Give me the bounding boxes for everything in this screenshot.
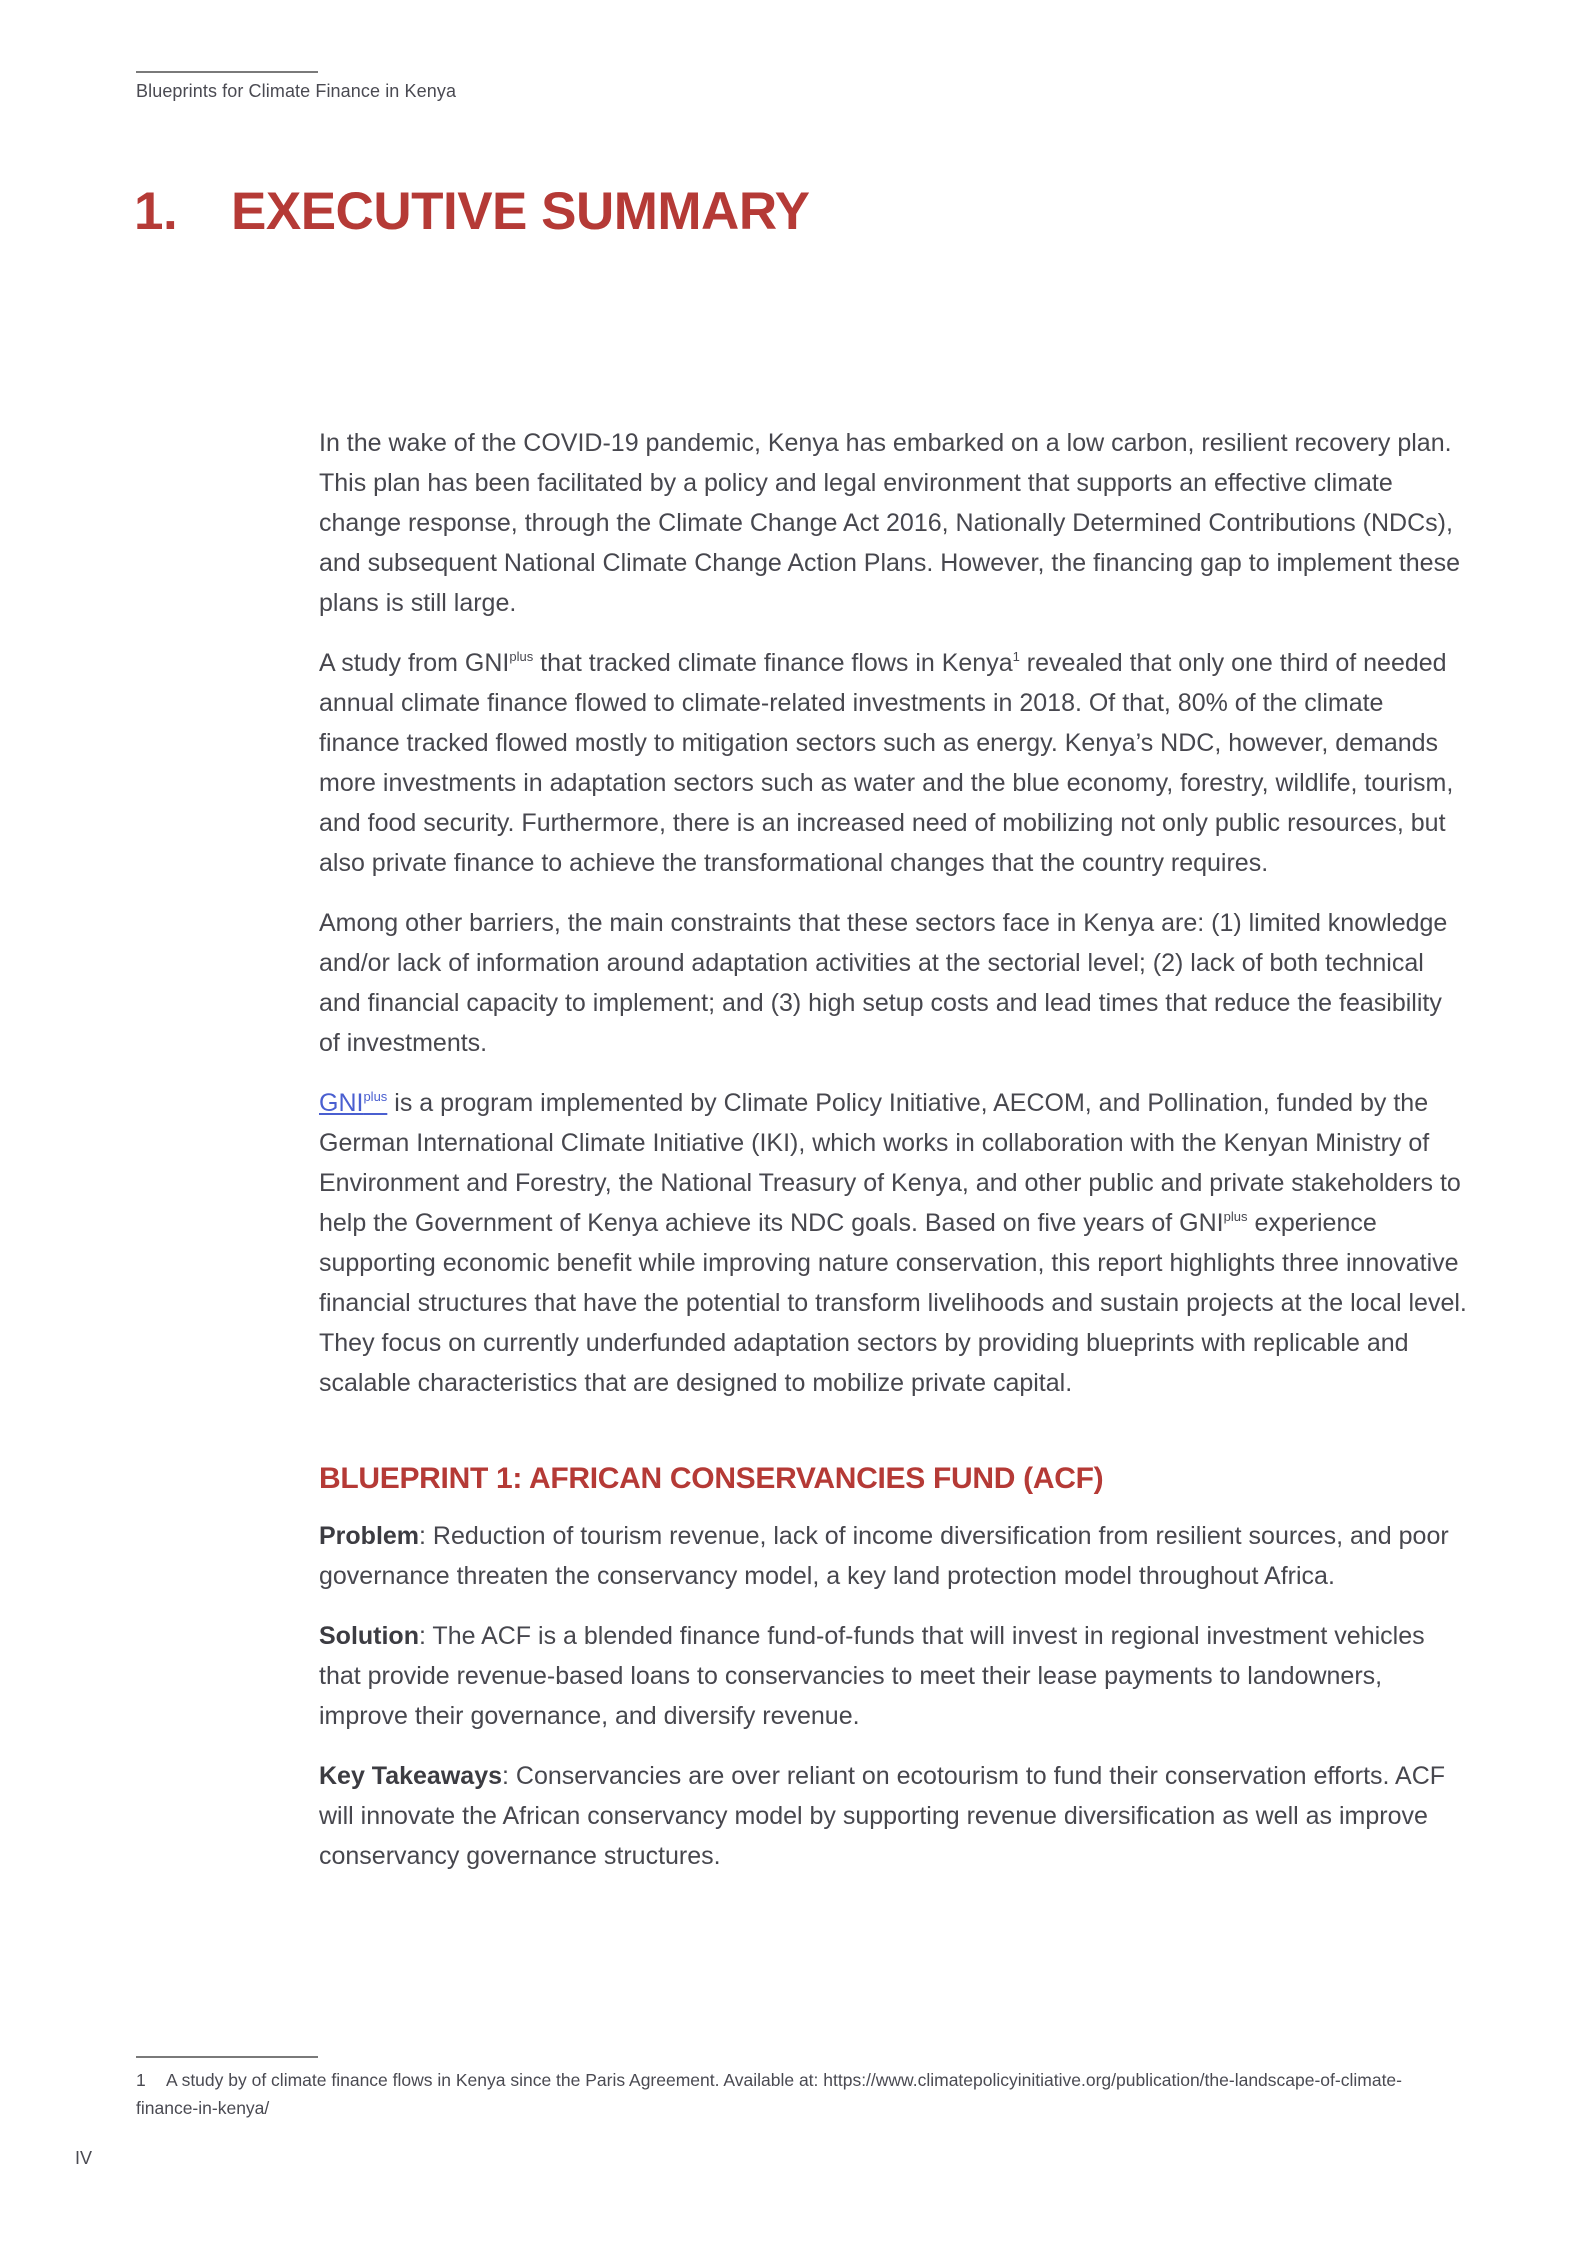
footnote xyxy=(136,2066,1436,2122)
footnote-text: A study by of climate finance flows in Kenya since the Paris Agreement. Available at: https://www.climatepolicyinitiative.org/publication/the-landscape-of-climate-finance-in-kenya/ xyxy=(136,2070,1402,2118)
footnote-reference[interactable]: 1 xyxy=(1012,649,1020,664)
paragraph-intro: In the wake of the COVID-19 pandemic, Kenya has embarked on a low carbon, resilient recovery plan. This plan has been facilitated by a policy and legal environment that supports an effective climate change response, through the Climate Change Act 2016, Nationally Determined Contributions (NDCs), and subsequent National Climate Change Action Plans. However, the financing gap to implement these plans is still large. xyxy=(319,429,1460,617)
superscript-plus: plus xyxy=(1223,1209,1248,1224)
superscript-plus: plus xyxy=(509,649,534,664)
paragraph-gni-program: $GNI^{plus}$ is a program implemented by Climate Policy Initiative, AECOM, and Pollination, funded by the German International Climate Initiative (IKI), which works in collaboration with the Kenyan Ministry of Environment and Forestry, the National Treasury of Kenya, and other public and private stakeholders to help the Government of Kenya achieve its NDC goals. Based on five years of $GNI^{plus}$ experience supporting economic benefit while improving nature conservation, this report highlights three innovative financial structures that have the potential to transform livelihoods and sustain projects at the local level. They focus on currently underfunded adaptation sectors by providing blueprints with replicable and scalable characteristics that are designed to mobilize private capital. xyxy=(319,1089,1467,1397)
footnote-rule xyxy=(136,2056,318,2058)
blueprint-problem: Problem: Reduction of tourism revenue, lack of income diversification from resilient sources, and poor governance threaten the conservancy model, a key land protection model throughout Africa. xyxy=(319,1522,1449,1590)
main-content xyxy=(319,423,1469,1896)
chapter-title xyxy=(134,181,810,243)
header-rule xyxy=(136,71,318,73)
blueprint-solution: Solution: The ACF is a blended finance fund-of-funds that will invest in regional investment vehicles that provide revenue-based loans to conservancies to meet their lease payments to landowners, improve their governance, and diversify revenue. xyxy=(319,1622,1425,1730)
running-header: Blueprints for Climate Finance in Kenya xyxy=(136,81,457,101)
problem-label: Problem xyxy=(319,1522,420,1550)
solution-label: Solution xyxy=(319,1622,419,1650)
gni-plus-link[interactable]: $GNI^{plus}$ xyxy=(319,1089,388,1117)
chapter-number: 1. xyxy=(134,182,178,241)
blueprint-key-takeaways: Key Takeaways: Conservancies are over reliant on ecotourism to fund their conservation efforts. ACF will innovate the African conservancy model by supporting revenue diversification as well as improve conservancy governance structures. xyxy=(319,1762,1446,1870)
blueprint-1-heading: BLUEPRINT 1: AFRICAN CONSERVANCIES FUND (ACF) xyxy=(319,1462,1104,1495)
chapter-title-text: EXECUTIVE SUMMARY xyxy=(231,182,810,241)
paragraph-study: A study from $GNI^{plus}$ that tracked climate finance flows in Kenya$^1$ revealed that only one third of needed annual climate finance flowed to climate-related investments in 2018. Of that, 80% of the climate finance tracked flowed mostly to mitigation sectors such as energy. Kenya’s NDC, however, demands more investments in adaptation sectors such as water and the blue economy, forestry, wildlife, tourism, and food security. Furthermore, there is an increased need of mobilizing not only public resources, but also private finance to achieve the transformational changes that the country requires. xyxy=(319,649,1454,877)
paragraph-barriers: Among other barriers, the main constraints that these sectors face in Kenya are: (1) limited knowledge and/or lack of information around adaptation activities at the sectorial level; (2) lack of both technical and financial capacity to implement; and (3) high setup costs and lead times that reduce the feasibility of investments. xyxy=(319,909,1448,1057)
footnote-number: 1 xyxy=(136,2070,146,2090)
key-takeaways-label: Key Takeaways xyxy=(319,1762,502,1790)
page-number: IV xyxy=(75,2148,93,2168)
